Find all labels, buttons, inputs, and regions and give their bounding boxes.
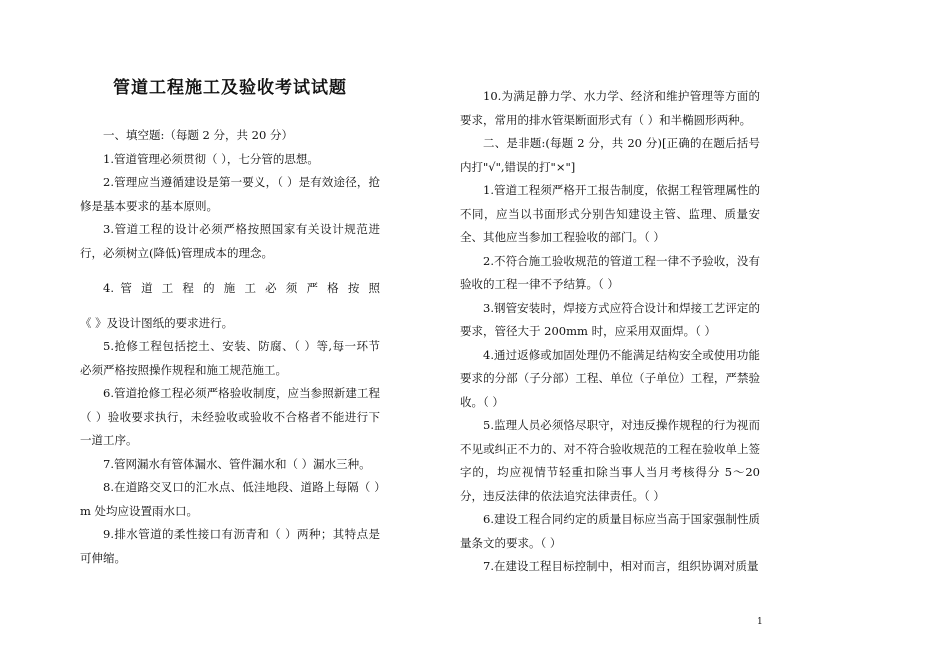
page-number: 1 — [757, 617, 763, 627]
question-paragraph: 1.管道工程须严格开工报告制度，依据工程管理属性的不同，应当以书面形式分别告知建设主管、监理、质量安全、其他应当参加工程验收的部门。（ ） — [460, 183, 760, 244]
right-column — [460, 85, 760, 579]
question-paragraph: 2.管理应当遵循建设是第一要义，（ ）是有效途径，抢修是基本要求的基本原则。 — [80, 175, 380, 213]
question-paragraph: 6.管道抢修工程必须严格验收制度，应当参照新建工程（ ）验收要求执行，未经验收或验收不合格者不能进行下一道工序。 — [80, 386, 380, 447]
left-column — [80, 0, 380, 570]
question-paragraph: 10.为满足静力学、水力学、经济和维护管理等方面的要求，常用的排水管渠断面形式有（ ）和半椭圆形两种。 — [460, 89, 760, 127]
question-paragraph: 7.管网漏水有管体漏水、管件漏水和（ ）漏水三种。 — [103, 456, 371, 471]
question-paragraph: 6.建设工程合同约定的质量目标应当高于国家强制性质量条文的要求。（ ） — [460, 512, 760, 550]
question-paragraph: 4.通过返修或加固处理仍不能满足结构安全或使用功能要求的分部（子分部）工程、单位（子单位）工程，严禁验收。（ ） — [460, 347, 760, 409]
question-paragraph: 8.在道路交叉口的汇水点、低洼地段、道路上每隔（ ）m 处均应设置雨水口。 — [80, 480, 380, 518]
section-heading-fill-in: 一、填空题:（每题 2 分，共 20 分） — [103, 128, 293, 142]
question-paragraph-continuation: 《 》及设计图纸的要求进行。 — [80, 315, 234, 330]
section-heading-true-false: 二、是非题:(每题 2 分，共 20 分)[正确的在题后括号内打"√",错误的打"×"] — [460, 136, 760, 174]
question-paragraph: 2.不符合施工验收规范的管道工程一律不予验收，没有验收的工程一律不予结算。（ ） — [460, 253, 760, 291]
question-paragraph: 9.排水管道的柔性接口有沥青和（ ）两种；其特点是可伸缩。 — [80, 527, 380, 565]
question-paragraph: 4. 管 道 工 程 的 施 工 必 须 严 格 按 照 — [103, 280, 380, 295]
page-title: 管道工程施工及验收考试试题 — [113, 78, 347, 98]
question-paragraph: 7.在建设工程目标控制中，相对而言，组织协调对质量 — [483, 559, 759, 573]
question-paragraph: 1.管道管理必须贯彻（ ），七分管的思想。 — [103, 151, 319, 166]
question-paragraph: 3.管道工程的设计必须严格按照国家有关设计规范进行，必须树立(降低)管理成本的理念。 — [80, 222, 380, 260]
question-paragraph: 5.监理人员必须恪尽职守，对违反操作规程的行为视而不见或纠正不力的、对不符合验收规范的工程在验收单上签字的，均应视情节轻重扣除当事人当月考核得分 5～20 分，违反法律的依法追究法律责任。（ ） — [460, 418, 760, 503]
question-paragraph: 5.抢修工程包括挖土、安装、防腐、（ ）等,每一环节必须严格按照操作规程和施工规范施工。 — [80, 339, 380, 377]
question-paragraph: 3.钢管安装时，焊接方式应符合设计和焊接工艺评定的要求，管径大于 200mm 时，应采用双面焊。（ ） — [460, 300, 760, 338]
